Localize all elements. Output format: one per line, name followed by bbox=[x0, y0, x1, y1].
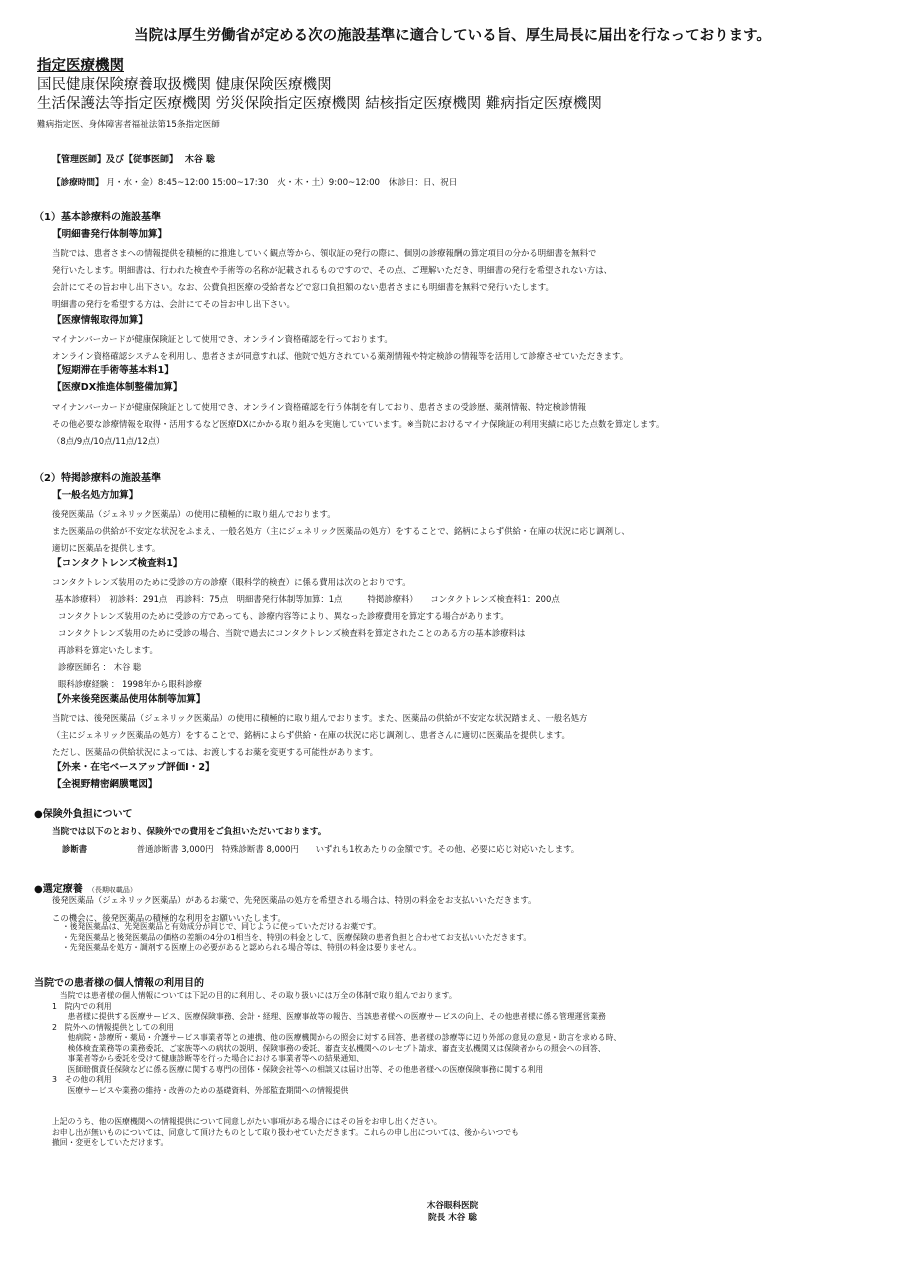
page-title: 当院は厚生労働省が定める次の施設基準に適合している旨、厚生局長に届出を行なっております。 bbox=[134, 28, 771, 44]
text-line: 明細書の発行を希望する方は、会計にてその旨お申し出下さい。 bbox=[52, 299, 295, 309]
section1-sub2-body bbox=[52, 331, 628, 365]
text-line: 事業者等から委託を受けて健康診断等を行った場合における事業者等への結果通知、 bbox=[52, 1054, 364, 1063]
section2-sub4: 【外来・在宅ベースアップ評価Ⅰ・2】 bbox=[52, 762, 215, 773]
selected-care-bullets bbox=[62, 922, 531, 954]
doctors-name: 木谷 聡 bbox=[184, 155, 216, 165]
text-line: 診療医師名 ： 木谷 聡 bbox=[58, 662, 142, 672]
section2-heading: （2）特掲診療料の施設基準 bbox=[34, 473, 161, 484]
hours-text: 月・水・金）8:45~12:00 15:00~17:30 火・木・土）9:00~12:00 休診日：日、祝日 bbox=[106, 178, 458, 188]
section2-sub1-body bbox=[52, 506, 630, 557]
text-line: 2 院外への情報提供としての利用 bbox=[52, 1022, 174, 1032]
section1-sub1-body bbox=[52, 245, 612, 313]
text-line: 上記のうち、他の医療機関への情報提供について同意しがたい事項がある場合にはその旨をお申し出ください。 bbox=[52, 1117, 442, 1126]
text-line: 後発医薬品（ジェネリック医薬品）の使用に積極的に取り組んでおります。 bbox=[52, 509, 336, 519]
designated-line-1: 国民健康保険療養取扱機関 健康保険医療機関 bbox=[37, 77, 332, 93]
text-line: コンタクトレンズ装用のために受診の場合、当院で過去にコンタクトレンズ検査料を算定されたことのある方の基本診療料は bbox=[58, 628, 526, 638]
section1-sub3: 【短期滞在手術等基本料1】 bbox=[52, 365, 174, 376]
selected-care-line-2: この機会に、後発医薬品の積極的な利用をお願いいたします。 bbox=[52, 913, 286, 923]
text-line: （主にジェネリック医薬品の処方）をすることで、銘柄によらず供給・在庫の状況に応じ調剤し、患者さんに適切に医薬品を提供します。 bbox=[52, 730, 570, 740]
text-line: 当院では、患者さまへの情報提供を積極的に推進していく観点等から、領収証の発行の際に、個別の診療報酬の算定項目の分かる明細書を無料で bbox=[52, 248, 597, 258]
text-line: 適切に医薬品を提供します。 bbox=[52, 543, 161, 553]
selected-care-heading: ●選定療養 bbox=[34, 884, 83, 895]
section2-sub2: 【コンタクトレンズ検査料1】 bbox=[52, 558, 183, 569]
text-line: マイナンバーカードが健康保険証として使用でき、オンライン資格確認を行っております。 bbox=[52, 334, 393, 344]
text-line: 医療サービスや業務の維持・改善のための基礎資料、外部監査期間への情報提供 bbox=[52, 1085, 349, 1095]
text-line: 当院では患者様の個人情報については下記の目的に利用し、その取り扱いには万全の体制で取り組んでおります。 bbox=[52, 991, 457, 1000]
text-line: オンライン資格確認システムを利用し、患者さまが同意すれば、他院で処方されている薬剤情報や特定検診の情報等を活用して診療させていただきます。 bbox=[52, 351, 629, 361]
text-line: 発行いたします。明細書は、行われた検査や手術等の名称が記載されるものですので、その点、ご理解いただき、明細書の発行を希望されない方は、 bbox=[52, 265, 612, 275]
outside-insurance-item bbox=[62, 843, 579, 855]
text-line: また医薬品の供給が不安定な状況をふまえ、一般名処方（主にジェネリック医薬品の処方）をすることで、銘柄によらず供給・在庫の状況に応じ調剤し、 bbox=[52, 526, 630, 536]
director-name: 院長 木谷 聡 bbox=[428, 1213, 477, 1223]
text-line: 会計にてその旨お申し出下さい。なお、公費負担医療の受給者などで窓口負担額のない患者さまにも明細書を無料で発行いたします。 bbox=[52, 282, 554, 292]
selected-care-line-1: 後発医薬品（ジェネリック医薬品）があるお薬で、先発医薬品の処方を希望される場合は、特別の料金をお支払いいただきます。 bbox=[52, 895, 537, 905]
certificate-prices: 普通診断書 3,000円 特殊診断書 8,000円 いずれも1枚あたりの金額です。その他、必要に応じ対応いたします。 bbox=[136, 844, 580, 854]
certificate-label: 診断書 bbox=[62, 844, 88, 854]
text-line: お申し出が無いものについては、同意して頂けたものとして取り扱わせていただきます。これらの申し出については、後からいつでも bbox=[52, 1127, 519, 1137]
text-line: 1 院内での利用 bbox=[52, 1001, 112, 1011]
bullet-line: ・先発医薬品と後発医薬品の価格の差額の4分の1相当を、特別の料金として、医療保険の患者負担と合わせてお支払いいただきます。 bbox=[62, 932, 532, 942]
text-line: その他必要な診療情報を取得・活用するなど医療DXにかかる取り組みを実施していています。※当院におけるマイナ保険証の利用実績に応じた点数を算定します。 bbox=[52, 419, 665, 429]
text-line: ただし、医薬品の供給状況によっては、お渡しするお薬を変更する可能性があります。 bbox=[52, 747, 378, 757]
designated-heading: 指定医療機関 bbox=[37, 58, 124, 74]
text-line: 基本診療料） 初診料：291点 再診料：75点 明細書発行体制等加算：1点 特掲診療料） コンタクトレンズ検査料1：200点 bbox=[55, 594, 560, 604]
text-line: 再診料を算定いたします。 bbox=[58, 645, 158, 655]
bullet-line: ・後発医薬品は、先発医薬品と有効成分が同じで、同じように使っていただけるお薬です。 bbox=[62, 922, 381, 931]
text-line: 撤回・変更をしていただけます。 bbox=[52, 1138, 169, 1147]
text-line: 患者様に提供する医療サービス、医療保険事務、会計・経理、医療事故等の報告、当該患者様への医療サービスの向上、その他患者様に係る管理運営業務 bbox=[52, 1012, 606, 1021]
text-line: 当院では、後発医薬品（ジェネリック医薬品）の使用に積極的に取り組んでおります。また、医薬品の供給が不安定な状況踏まえ、一般名処方 bbox=[52, 713, 588, 723]
bullet-line: ・先発医薬品を処方・調剤する医療上の必要があると認められる場合等は、特別の料金は要りません。 bbox=[62, 943, 422, 952]
text-line: 検体検査業務等の業務委託、ご家族等への病状の説明、保険事務の委託、審査支払機関へのレセプト請求、審査支払機関又は保険者からの照会への回答、 bbox=[52, 1043, 606, 1053]
clinic-name: 木谷眼科医院 bbox=[426, 1201, 479, 1211]
section1-sub4: 【医療DX推進体制整備加算】 bbox=[52, 382, 183, 393]
selected-care-note: （長期収載品） bbox=[87, 886, 137, 894]
text-line: 医師賠償責任保険などに係る医療に関する専門の団体・保険会社等への相談又は届け出等、その他患者様への医療保険事務に関する利用 bbox=[52, 1064, 544, 1074]
designated-line-3: 難病指定医、身体障害者福祉法第15条指定医師 bbox=[37, 120, 220, 130]
section2-sub3: 【外来後発医薬品使用体制等加算】 bbox=[52, 694, 206, 705]
hours-label: 【診療時間】 bbox=[52, 178, 104, 188]
hours-line bbox=[52, 176, 457, 188]
designated-line-2: 生活保護法等指定医療機関 労災保険指定医療機関 結核指定医療機関 難病指定医療機関 bbox=[37, 96, 602, 112]
section2-sub2-body bbox=[52, 574, 560, 693]
privacy-body bbox=[52, 991, 621, 1096]
section2-sub1: 【一般名処方加算】 bbox=[52, 490, 139, 501]
section1-sub2: 【医療情報取得加算】 bbox=[52, 315, 148, 326]
text-line: コンタクトレンズ装用のために受診の方の診療（眼科学的検査）に係る費用は次のとおりです。 bbox=[52, 577, 411, 587]
section2-sub3-body bbox=[52, 710, 587, 761]
doctors-line bbox=[52, 152, 215, 165]
outside-insurance-heading: ●保険外負担について bbox=[34, 809, 133, 820]
section2-sub5: 【全視野精密網膜電図】 bbox=[52, 779, 158, 790]
text-line: マイナンバーカードが健康保険証として使用でき、オンライン資格確認を行う体制を有しており、患者さまの受診歴、薬剤情報、特定検診情報 bbox=[52, 402, 587, 412]
footer-signature bbox=[0, 1200, 905, 1224]
text-line: 眼科診療経験 ： 1998年から眼科診療 bbox=[58, 679, 202, 689]
text-line: （8点/9点/10点/11点/12点） bbox=[52, 436, 165, 446]
section1-sub1: 【明細書発行体制等加算】 bbox=[52, 229, 168, 240]
text-line: コンタクトレンズ装用のために受診の方であっても、診療内容等により、異なった診療費用を算定する場合があります。 bbox=[58, 611, 509, 621]
text-line: 3 その他の利用 bbox=[52, 1075, 112, 1084]
privacy-closing bbox=[52, 1117, 519, 1149]
section1-sub4-body bbox=[52, 399, 664, 450]
outside-insurance-intro: 当院では以下のとおり、保険外での費用をご負担いただいております。 bbox=[52, 827, 327, 837]
section1-heading: （1）基本診療料の施設基準 bbox=[34, 212, 161, 223]
privacy-heading: 当院での患者様の個人情報の利用目的 bbox=[34, 978, 204, 989]
text-line: 他病院・診療所・薬局・介護サービス事業者等との連携、他の医療機関からの照会に対する回答、患者様の診療等に辺り外部の意見の意見・助言を求める時、 bbox=[52, 1033, 622, 1042]
doctors-label: 【管理医師】及び【従事医師】 bbox=[52, 155, 179, 165]
